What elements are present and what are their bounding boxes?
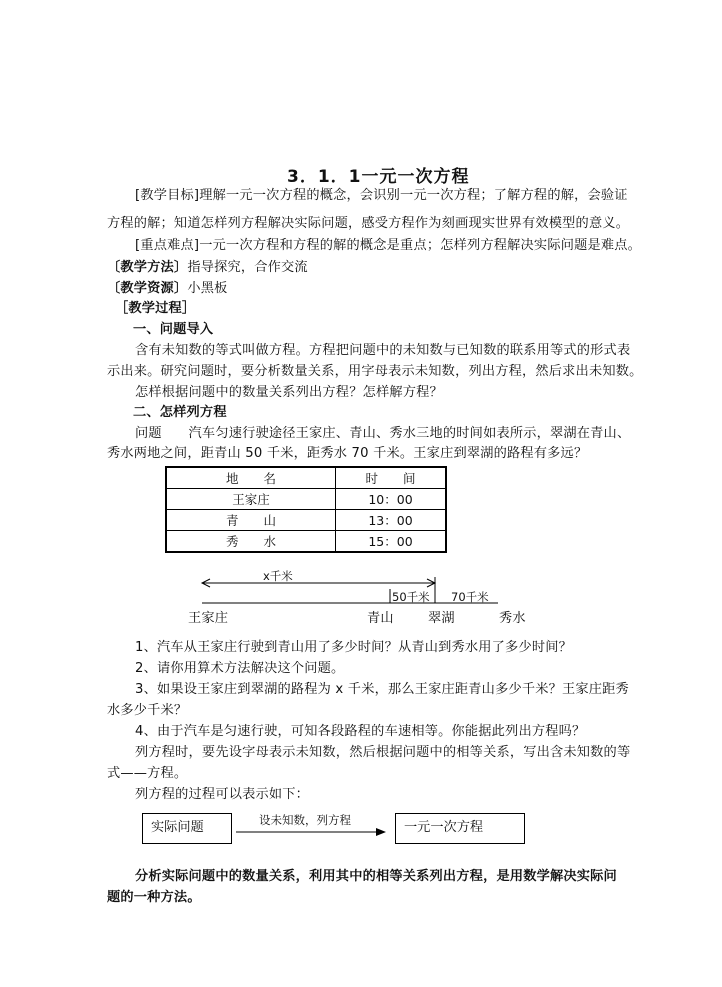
method-text: 指导探究，合作交流 bbox=[187, 260, 308, 275]
resource-text: 小黑板 bbox=[187, 281, 228, 296]
key-line bbox=[135, 236, 641, 256]
goal-line-1 bbox=[135, 186, 628, 206]
section1-para1-line1: 含有未知数的等式叫做方程。方程把问题中的未知数与已知数的联系用等式的形式表 bbox=[135, 343, 631, 358]
flow-arrow-label: 设未知数，列方程 bbox=[259, 813, 351, 827]
table-row bbox=[166, 510, 446, 531]
table-cell-place: 青 山 bbox=[166, 510, 336, 531]
goal-label: [教学目标] bbox=[135, 188, 200, 203]
flow-box-equation: 一元一次方程 bbox=[395, 813, 525, 844]
table-cell-time: 10：00 bbox=[336, 489, 447, 510]
table-cell-place: 秀 水 bbox=[166, 531, 336, 553]
table-header-place: 地 名 bbox=[166, 467, 336, 489]
conclusion-line-1: 分析实际问题中的数量关系，利用其中的相等关系列出方程，是用数学解决实际问 bbox=[135, 869, 617, 884]
explain-line-2: 式——方程。 bbox=[107, 766, 188, 781]
section1-heading: 一、问题导入 bbox=[133, 322, 214, 337]
place-cuihu: 翠湖 bbox=[428, 611, 455, 626]
process-label: ［教学过程］ bbox=[115, 301, 196, 316]
problem-line-1: 问题 汽车匀速行驶途径王家庄、青山、秀水三地的时间如表所示，翠湖在青山、 bbox=[135, 426, 631, 441]
flow-arrow bbox=[236, 826, 388, 838]
place-qingshan: 青山 bbox=[367, 611, 394, 626]
table-cell-time: 15：00 bbox=[336, 531, 447, 553]
time-table bbox=[165, 466, 447, 553]
table-row bbox=[166, 489, 446, 510]
method-line bbox=[107, 258, 308, 278]
method-label: 〔教学方法〕 bbox=[107, 260, 188, 275]
table-header-row bbox=[166, 467, 446, 489]
section2-heading: 二、怎样列方程 bbox=[133, 405, 227, 420]
flow-arrow-head bbox=[376, 828, 386, 836]
x-distance-label: x千米 bbox=[263, 569, 293, 583]
explain-line-3: 列方程的过程可以表示如下： bbox=[135, 787, 310, 802]
question-4: 4、由于汽车是匀速行驶，可知各段路程的车速相等。你能据此列出方程吗？ bbox=[135, 724, 586, 739]
section1-para2: 怎样根据问题中的数量关系列出方程？怎样解方程？ bbox=[135, 385, 443, 400]
section1-para1-line2: 示出来。研究问题时，要分析数量关系，用字母表示未知数，列出方程，然后求出未知数。 bbox=[107, 364, 643, 379]
question-3-line-2: 水多少千米？ bbox=[107, 703, 188, 718]
goal-text-1: 理解一元一次方程的概念，会识别一元一次方程；了解方程的解，会验证 bbox=[199, 188, 628, 203]
question-1: 1、汽车从王家庄行驶到青山用了多少时间？从青山到秀水用了多少时间？ bbox=[135, 640, 572, 655]
segment-70-label: 70千米 bbox=[451, 590, 489, 604]
flow-box-real-problem: 实际问题 bbox=[142, 813, 232, 844]
resource-line bbox=[107, 279, 228, 299]
table-cell-time: 13：00 bbox=[336, 510, 447, 531]
problem-line-2: 秀水两地之间，距青山 50 千米，距秀水 70 千米。王家庄到翠湖的路程有多远？ bbox=[107, 446, 588, 461]
place-xiushui: 秀水 bbox=[499, 611, 526, 626]
table-row bbox=[166, 531, 446, 553]
goal-line-2: 方程的解；知道怎样列方程解决实际问题，感受方程作为刻画现实世界有效模型的意义。 bbox=[107, 216, 630, 231]
question-2: 2、请你用算术方法解决这个问题。 bbox=[135, 661, 345, 676]
place-wangjiazhuang: 王家庄 bbox=[188, 611, 229, 626]
key-label: [重点难点] bbox=[135, 238, 200, 253]
question-3-line-1: 3、如果设王家庄到翠湖的路程为 x 千米，那么王家庄距青山多少千米？王家庄距秀 bbox=[135, 682, 629, 697]
resource-label: 〔教学资源〕 bbox=[107, 281, 188, 296]
segment-50-label: 50千米 bbox=[392, 590, 430, 604]
page-title: 3．1．1一元一次方程 bbox=[287, 167, 470, 187]
conclusion-line-2: 题的一种方法。 bbox=[107, 890, 201, 905]
table-header-time: 时 间 bbox=[336, 467, 447, 489]
explain-line-1: 列方程时，要先设字母表示未知数，然后根据问题中的相等关系，写出含未知数的等 bbox=[135, 745, 631, 760]
key-text: 一元一次方程和方程的解的概念是重点；怎样列方程解决实际问题是难点。 bbox=[199, 238, 642, 253]
table-cell-place: 王家庄 bbox=[166, 489, 336, 510]
